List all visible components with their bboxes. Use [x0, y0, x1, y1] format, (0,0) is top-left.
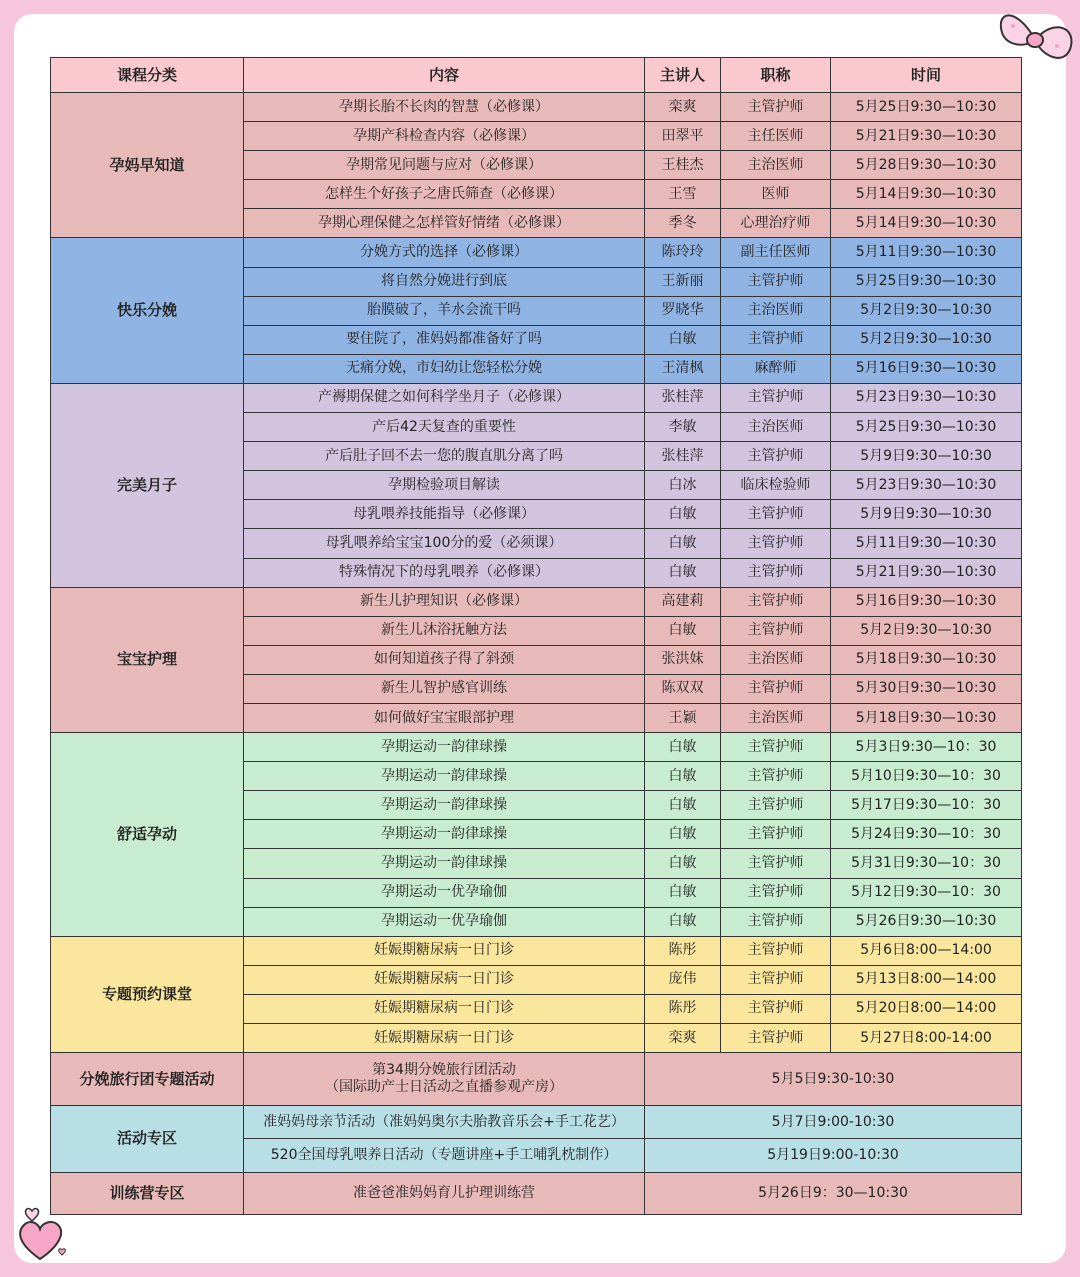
content-cell — [244, 1106, 645, 1139]
speaker-cell: 白敏 — [645, 558, 721, 587]
content-cell: 孕期运动一优孕瑜伽 — [244, 878, 645, 907]
time-cell: 5月27日8:00-14:00 — [831, 1024, 1022, 1053]
time-cell: 5月9日9:30—10:30 — [831, 500, 1022, 529]
title-cell: 主管护师 — [721, 674, 831, 703]
time-cell: 5月20日8:00—14:00 — [831, 994, 1022, 1023]
speaker-cell: 季冬 — [645, 209, 721, 238]
title-cell: 主治医师 — [721, 703, 831, 732]
time-cell: 5月25日9:30—10:30 — [831, 267, 1022, 296]
header-content: 内容 — [244, 58, 645, 93]
content-cell: 孕期长胎不长肉的智慧（必修课） — [244, 93, 645, 122]
time-cell: 5月12日9:30—10：30 — [831, 878, 1022, 907]
title-cell: 主任医师 — [721, 122, 831, 151]
title-cell: 副主任医师 — [721, 238, 831, 267]
time-cell: 5月31日9:30—10：30 — [831, 849, 1022, 878]
table-row — [51, 238, 1022, 267]
category-cell: 宝宝护理 — [51, 587, 244, 732]
time-cell: 5月3日9:30—10：30 — [831, 733, 1022, 762]
content-cell: 产后肚子回不去一您的腹直肌分离了吗 — [244, 442, 645, 471]
title-cell: 主管护师 — [721, 587, 831, 616]
time-cell: 5月14日9:30—10:30 — [831, 209, 1022, 238]
content-line: 准妈妈母亲节活动（准妈妈奥尔夫胎教音乐会+手工花艺） — [263, 1113, 625, 1130]
header-speaker: 主讲人 — [645, 58, 721, 93]
table-row — [51, 383, 1022, 412]
speaker-cell: 庞伟 — [645, 965, 721, 994]
title-cell: 医师 — [721, 180, 831, 209]
title-cell: 主管护师 — [721, 820, 831, 849]
title-cell: 主管护师 — [721, 994, 831, 1023]
table-row — [51, 936, 1022, 965]
table-row — [51, 733, 1022, 762]
category-cell: 专题预约课堂 — [51, 936, 244, 1052]
title-cell: 主管护师 — [721, 616, 831, 645]
speaker-cell: 白敏 — [645, 616, 721, 645]
content-cell — [244, 1172, 645, 1215]
table-row — [51, 1172, 1022, 1215]
table-row — [51, 93, 1022, 122]
title-cell: 主管护师 — [721, 1024, 831, 1053]
content-cell: 母乳喂养技能指导（必修课） — [244, 500, 645, 529]
speaker-cell: 罗晓华 — [645, 296, 721, 325]
time-cell: 5月2日9:30—10:30 — [831, 616, 1022, 645]
title-cell: 临床检验师 — [721, 471, 831, 500]
time-cell: 5月24日9:30—10：30 — [831, 820, 1022, 849]
time-cell: 5月21日9:30—10:30 — [831, 122, 1022, 151]
content-cell: 要住院了，准妈妈都准备好了吗 — [244, 325, 645, 354]
time-cell: 5月2日9:30—10:30 — [831, 296, 1022, 325]
speaker-cell: 陈彤 — [645, 994, 721, 1023]
content-cell: 孕期运动一韵律球操 — [244, 791, 645, 820]
title-cell: 麻醉师 — [721, 354, 831, 383]
speaker-cell: 白敏 — [645, 529, 721, 558]
content-cell: 孕期心理保健之怎样管好情绪（必修课） — [244, 209, 645, 238]
speaker-cell: 张洪妹 — [645, 645, 721, 674]
content-cell: 新生儿沐浴抚触方法 — [244, 616, 645, 645]
category-cell: 活动专区 — [51, 1106, 244, 1172]
title-cell: 主管护师 — [721, 733, 831, 762]
content-line: 第34期分娩旅行团活动 — [372, 1062, 516, 1079]
content-cell: 产褥期保健之如何科学坐月子（必修课） — [244, 383, 645, 412]
speaker-cell: 高建莉 — [645, 587, 721, 616]
time-cell: 5月18日9:30—10:30 — [831, 645, 1022, 674]
header-time: 时间 — [831, 58, 1022, 93]
speaker-cell: 王桂杰 — [645, 151, 721, 180]
content-line: 准爸爸准妈妈育儿护理训练营 — [353, 1184, 535, 1201]
time-cell: 5月28日9:30—10:30 — [831, 151, 1022, 180]
table-row — [51, 587, 1022, 616]
time-cell: 5月18日9:30—10:30 — [831, 703, 1022, 732]
speaker-cell: 白敏 — [645, 849, 721, 878]
content-cell: 新生儿智护感官训练 — [244, 674, 645, 703]
title-cell: 主管护师 — [721, 500, 831, 529]
content-cell: 孕期产科检查内容（必修课） — [244, 122, 645, 151]
content-cell: 分娩方式的选择（必修课） — [244, 238, 645, 267]
title-cell: 主管护师 — [721, 442, 831, 471]
speaker-cell: 王清枫 — [645, 354, 721, 383]
time-cell: 5月11日9:30—10:30 — [831, 238, 1022, 267]
time-cell: 5月13日8:00—14:00 — [831, 965, 1022, 994]
title-cell: 主管护师 — [721, 936, 831, 965]
speaker-cell: 白敏 — [645, 325, 721, 354]
speaker-cell: 张桂萍 — [645, 442, 721, 471]
time-cell: 5月23日9:30—10:30 — [831, 383, 1022, 412]
speaker-cell: 白敏 — [645, 878, 721, 907]
time-cell: 5月17日9:30—10：30 — [831, 791, 1022, 820]
title-cell: 主管护师 — [721, 965, 831, 994]
speaker-cell: 田翠平 — [645, 122, 721, 151]
content-line: 520全国母乳喂养日活动（专题讲座+手工哺乳枕制作） — [270, 1146, 618, 1163]
speaker-cell: 白敏 — [645, 762, 721, 791]
time-cell: 5月19日9:00-10:30 — [645, 1139, 1022, 1172]
speaker-cell: 白敏 — [645, 500, 721, 529]
category-cell: 快乐分娩 — [51, 238, 244, 383]
content-cell: 母乳喂养给宝宝100分的爱（必须课） — [244, 529, 645, 558]
content-cell: 妊娠期糖尿病一日门诊 — [244, 936, 645, 965]
category-cell: 训练营专区 — [51, 1172, 244, 1215]
title-cell: 主管护师 — [721, 529, 831, 558]
content-cell: 如何知道孩子得了斜颈 — [244, 645, 645, 674]
content-cell: 孕期检验项目解读 — [244, 471, 645, 500]
time-cell: 5月9日9:30—10:30 — [831, 442, 1022, 471]
category-cell: 完美月子 — [51, 383, 244, 587]
title-cell: 主管护师 — [721, 907, 831, 936]
time-cell: 5月11日9:30—10:30 — [831, 529, 1022, 558]
time-cell: 5月5日9:30-10:30 — [645, 1053, 1022, 1106]
speaker-cell: 王雪 — [645, 180, 721, 209]
time-cell: 5月26日9：30—10:30 — [645, 1172, 1022, 1215]
speaker-cell: 栾爽 — [645, 93, 721, 122]
header-row — [51, 58, 1022, 93]
content-cell: 妊娠期糖尿病一日门诊 — [244, 994, 645, 1023]
content-cell: 胎膜破了，羊水会流干吗 — [244, 296, 645, 325]
speaker-cell: 王颖 — [645, 703, 721, 732]
bow-icon — [995, 2, 1077, 74]
speaker-cell: 白敏 — [645, 791, 721, 820]
speaker-cell: 陈双双 — [645, 674, 721, 703]
title-cell: 主治医师 — [721, 151, 831, 180]
heart-icon — [12, 1205, 72, 1265]
title-cell: 主治医师 — [721, 296, 831, 325]
content-cell: 妊娠期糖尿病一日门诊 — [244, 1024, 645, 1053]
speaker-cell: 王新丽 — [645, 267, 721, 296]
content-cell: 孕期运动一韵律球操 — [244, 762, 645, 791]
content-cell — [244, 1139, 645, 1172]
header-category: 课程分类 — [51, 58, 244, 93]
title-cell: 主管护师 — [721, 558, 831, 587]
content-cell: 孕期运动一韵律球操 — [244, 849, 645, 878]
title-cell: 主管护师 — [721, 383, 831, 412]
content-cell: 将自然分娩进行到底 — [244, 267, 645, 296]
content-cell: 妊娠期糖尿病一日门诊 — [244, 965, 645, 994]
content-cell: 产后42天复查的重要性 — [244, 413, 645, 442]
speaker-cell: 李敏 — [645, 413, 721, 442]
content-cell: 新生儿护理知识（必修课） — [244, 587, 645, 616]
title-cell: 主治医师 — [721, 645, 831, 674]
content-cell: 孕期运动一优孕瑜伽 — [244, 907, 645, 936]
speaker-cell: 陈彤 — [645, 936, 721, 965]
time-cell: 5月16日9:30—10:30 — [831, 587, 1022, 616]
title-cell: 主管护师 — [721, 267, 831, 296]
time-cell: 5月25日9:30—10:30 — [831, 413, 1022, 442]
title-cell: 主治医师 — [721, 413, 831, 442]
title-cell: 主管护师 — [721, 762, 831, 791]
content-cell: 无痛分娩，市妇幼让您轻松分娩 — [244, 354, 645, 383]
time-cell: 5月26日9:30—10:30 — [831, 907, 1022, 936]
time-cell: 5月23日9:30—10:30 — [831, 471, 1022, 500]
speaker-cell: 张桂萍 — [645, 383, 721, 412]
content-cell: 特殊情况下的母乳喂养（必修课） — [244, 558, 645, 587]
title-cell: 主管护师 — [721, 791, 831, 820]
header-title: 职称 — [721, 58, 831, 93]
content-cell: 孕期运动一韵律球操 — [244, 733, 645, 762]
title-cell: 主管护师 — [721, 325, 831, 354]
content-cell: 怎样生个好孩子之唐氏筛查（必修课） — [244, 180, 645, 209]
title-cell: 主管护师 — [721, 849, 831, 878]
title-cell: 主管护师 — [721, 878, 831, 907]
time-cell: 5月14日9:30—10:30 — [831, 180, 1022, 209]
category-cell: 分娩旅行团专题活动 — [51, 1053, 244, 1106]
category-cell: 孕妈早知道 — [51, 93, 244, 238]
speaker-cell: 栾爽 — [645, 1024, 721, 1053]
speaker-cell: 白敏 — [645, 907, 721, 936]
time-cell: 5月16日9:30—10:30 — [831, 354, 1022, 383]
content-cell: 孕期常见问题与应对（必修课） — [244, 151, 645, 180]
time-cell: 5月10日9:30—10：30 — [831, 762, 1022, 791]
speaker-cell: 白冰 — [645, 471, 721, 500]
table-row — [51, 1053, 1022, 1106]
time-cell: 5月30日9:30—10:30 — [831, 674, 1022, 703]
content-cell: 如何做好宝宝眼部护理 — [244, 703, 645, 732]
course-schedule-table — [50, 57, 1022, 1215]
time-cell: 5月25日9:30—10:30 — [831, 93, 1022, 122]
content-cell: 孕期运动一韵律球操 — [244, 820, 645, 849]
speaker-cell: 白敏 — [645, 733, 721, 762]
speaker-cell: 陈玲玲 — [645, 238, 721, 267]
time-cell: 5月2日9:30—10:30 — [831, 325, 1022, 354]
time-cell: 5月6日8:00—14:00 — [831, 936, 1022, 965]
category-cell: 舒适孕动 — [51, 733, 244, 937]
time-cell: 5月21日9:30—10:30 — [831, 558, 1022, 587]
content-line: （国际助产士日活动之直播参观产房） — [325, 1079, 563, 1096]
title-cell: 心理治疗师 — [721, 209, 831, 238]
speaker-cell: 白敏 — [645, 820, 721, 849]
table-row — [51, 1106, 1022, 1139]
time-cell: 5月7日9:00-10:30 — [645, 1106, 1022, 1139]
title-cell: 主管护师 — [721, 93, 831, 122]
content-cell — [244, 1053, 645, 1106]
